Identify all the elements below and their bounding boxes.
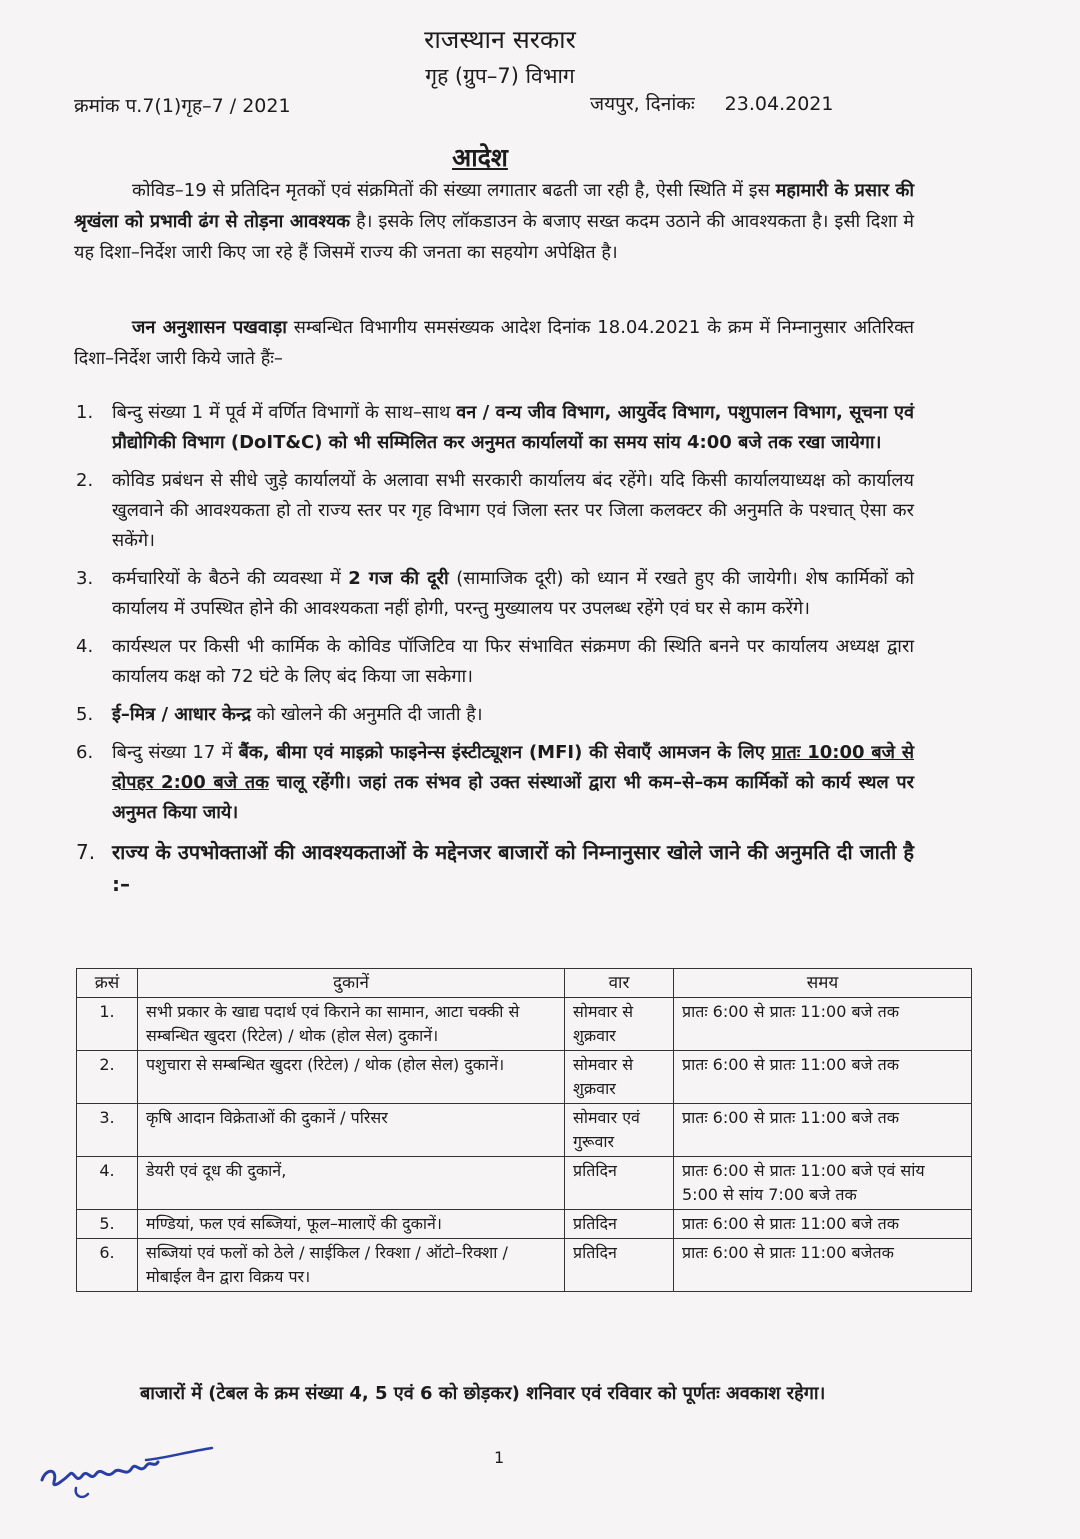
table-cell: 3. [77, 1104, 138, 1157]
closing-note: बाजारों में (टेबल के क्रम संख्या 4, 5 एवं 6 को छोड़कर) शनिवार एवं रविवार को पूर्णतः अवकाश रहेगा। [140, 1383, 826, 1404]
table-cell: प्रातः 6:00 से प्रातः 11:00 बजे तक [674, 1104, 972, 1157]
table-cell: प्रतिदिन [565, 1239, 674, 1292]
department-heading: गृह (ग्रुप–7) विभाग [425, 64, 575, 88]
table-cell: प्रतिदिन [565, 1210, 674, 1239]
table-cell: प्रातः 6:00 से प्रातः 11:00 बजेतक [674, 1239, 972, 1292]
order-title: आदेश [452, 143, 508, 172]
table-cell: सोमवार एवं गुरूवार [565, 1104, 674, 1157]
government-heading: राजस्थान सरकार [424, 25, 576, 54]
table-cell: मण्डियां, फल एवं सब्जियां, फूल–मालाऐं की दुकानें। [138, 1210, 565, 1239]
item-text: कोविड प्रबंधन से सीधे जुड़े कार्यालयों के अलावा सभी सरकारी कार्यालय बंद रहेंगे। यदि किसी कार्यालयाध्यक्ष को कार्यालय खुलवाने की आवश्यकता हो तो राज्य स्तर पर गृह विभाग एवं जिला स्तर पर जिला कलक्टर की अनुमति के पश्चात् ऐसा कर सकेंगे। [112, 470, 914, 551]
intro-paragraph [74, 175, 914, 268]
item-underlined-text: प्रातः 10:00 बजे से दोपहर 2:00 बजे तक [112, 742, 914, 793]
item-bold-text: वन / वन्य जीव विभाग, आयुर्वेद विभाग, पशुपालन विभाग, सूचना एवं प्रौद्योगिकी विभाग (DoIT&C) को भी सम्मिलित कर अनुमत कार्यालयों का समय सांय 4:00 बजे तक रखा जायेगा। [112, 402, 914, 453]
table-cell: प्रातः 6:00 से प्रातः 11:00 बजे तक [674, 998, 972, 1051]
item-bold-text: 2 गज की दूरी [348, 568, 449, 589]
item-number: 7. [76, 840, 96, 864]
table-cell: डेयरी एवं दूध की दुकानें, [138, 1157, 565, 1210]
column-header-shops: दुकानें [138, 969, 565, 998]
table-header-row [77, 969, 972, 998]
list-item [74, 398, 914, 458]
table-cell: प्रातः 6:00 से प्रातः 11:00 बजे एवं सांय 5:00 से सांय 7:00 बजे तक [674, 1157, 972, 1210]
table-cell: 1. [77, 998, 138, 1051]
item-text: कार्यस्थल पर किसी भी कार्मिक के कोविड पॉजिटिव या फिर संभावित संक्रमण की स्थिति बनने पर कार्यालय अध्यक्ष द्वारा कार्यालय कक्ष को 72 घंटे के लिए बंद किया जा सकेगा। [112, 636, 914, 687]
reference-text: सम्बन्धित विभागीय समसंख्यक आदेश दिनांक 18.04.2021 के क्रम में निम्नानुसार अतिरिक्त दिशा–निर्देश जारी किये जाते हैंः– [74, 317, 914, 369]
page-number: 1 [494, 1448, 505, 1467]
campaign-name: जन अनुशासन पखवाड़ा [132, 317, 287, 338]
table-cell: प्रतिदिन [565, 1157, 674, 1210]
intro-text-2: है। इसके लिए लॉकडाउन के बजाए सख्त कदम उठाने की आवश्यकता है। इसी दिशा मे यह दिशा–निर्देश जारी किए जा रहे हैं जिसमें राज्य की जनता का सहयोग अपेक्षित है। [74, 211, 914, 263]
market-timings-table [76, 968, 972, 1292]
item-text: बिन्दु संख्या 17 में [112, 742, 239, 763]
item-bold-text: बैंक, बीमा एवं माइक्रो फाइनेन्स इंस्टीट्यूशन (MFI) की सेवाएँ आमजन के लिए [238, 742, 772, 763]
item-number: 2. [76, 470, 94, 491]
table-cell: सोमवार से शुक्रवार [565, 1051, 674, 1104]
table-cell: कृषि आदान विक्रेताओं की दुकानें / परिसर [138, 1104, 565, 1157]
table-row [77, 1210, 972, 1239]
table-cell: 2. [77, 1051, 138, 1104]
table-cell: 5. [77, 1210, 138, 1239]
list-item [74, 632, 914, 692]
list-item [74, 836, 914, 900]
table-row [77, 1051, 972, 1104]
item-text: कर्मचारियों के बैठने की व्यवस्था में [112, 568, 349, 589]
item-number: 1. [76, 402, 94, 423]
item-text-2: को खोलने की अनुमति दी जाती है। [251, 704, 483, 725]
list-item [74, 466, 914, 556]
intro-bold-text: महामारी के प्रसार की श्रृखंला को प्रभावी ढंग से तोड़ना आवश्यक [74, 180, 914, 232]
table-cell: सोमवार से शुक्रवार [565, 998, 674, 1051]
reference-number: क्रमांक प.7(1)गृह–7 / 2021 [74, 95, 291, 117]
reference-paragraph [74, 312, 914, 374]
list-item [74, 700, 914, 730]
table-cell: सब्जियां एवं फलों को ठेले / साईकिल / रिक्शा / ऑटो–रिक्शा / मोबाईल वैन द्वारा विक्रय पर। [138, 1239, 565, 1292]
table-row [77, 1104, 972, 1157]
signature-image [36, 1438, 226, 1508]
table-cell: सभी प्रकार के खाद्य पदार्थ एवं किराने का सामान, आटा चक्की से सम्बन्धित खुदरा (रिटेल) / थोक (होल सेल) दुकानें। [138, 998, 565, 1051]
intro-text: कोविड–19 से प्रतिदिन मृतकों एवं संक्रमितों की संख्या लगातार बढती जा रही है, ऐसी स्थिति में इस [132, 180, 776, 201]
table-row [77, 1157, 972, 1210]
column-header-serial: क्रसं [77, 969, 138, 998]
item-number: 3. [76, 568, 94, 589]
table-cell: 4. [77, 1157, 138, 1210]
place-label: जयपुर, दिनांकः [590, 93, 695, 115]
column-header-time: समय [674, 969, 972, 998]
table-cell: 6. [77, 1239, 138, 1292]
column-header-days: वार [565, 969, 674, 998]
item-number: 6. [76, 742, 94, 763]
table-row [77, 998, 972, 1051]
item-number: 4. [76, 636, 94, 657]
item-bold-text: राज्य के उपभोक्ताओं की आवश्यकताओं के मद्देनजर बाजारों को निम्नानुसार खोले जाने की अनुमति दी जाती है :– [112, 840, 914, 896]
item-number: 5. [76, 704, 94, 725]
list-item [74, 564, 914, 624]
table-cell: प्रातः 6:00 से प्रातः 11:00 बजे तक [674, 1051, 972, 1104]
item-bold-text-2: चालू रहेंगी। जहां तक संभव हो उक्त संस्थाओं द्वारा भी कम–से–कम कार्मिकों को कार्य स्थल पर अनुमत किया जाये। [112, 772, 915, 823]
order-date: 23.04.2021 [724, 93, 834, 115]
table-cell: प्रातः 6:00 से प्रातः 11:00 बजे तक [674, 1210, 972, 1239]
item-text-2: (सामाजिक दूरी) को ध्यान में रखते हुए की जायेगी। शेष कार्मिकों को कार्यालय में उपस्थित होने की आवश्यकता नहीं होगी, परन्तु मुख्यालय पर उपलब्ध रहेंगे एवं घर से काम करेंगे। [112, 568, 914, 619]
directive-list [74, 398, 914, 900]
place-date [590, 90, 833, 116]
table-cell: पशुचारा से सम्बन्धित खुदरा (रिटेल) / थोक (होल सेल) दुकानें। [138, 1051, 565, 1104]
list-item [74, 738, 914, 828]
item-text: बिन्दु संख्या 1 में पूर्व में वर्णित विभागों के साथ–साथ [112, 402, 457, 423]
item-bold-text: ई–मित्र / आधार केन्द्र [112, 704, 252, 725]
table-row [77, 1239, 972, 1292]
